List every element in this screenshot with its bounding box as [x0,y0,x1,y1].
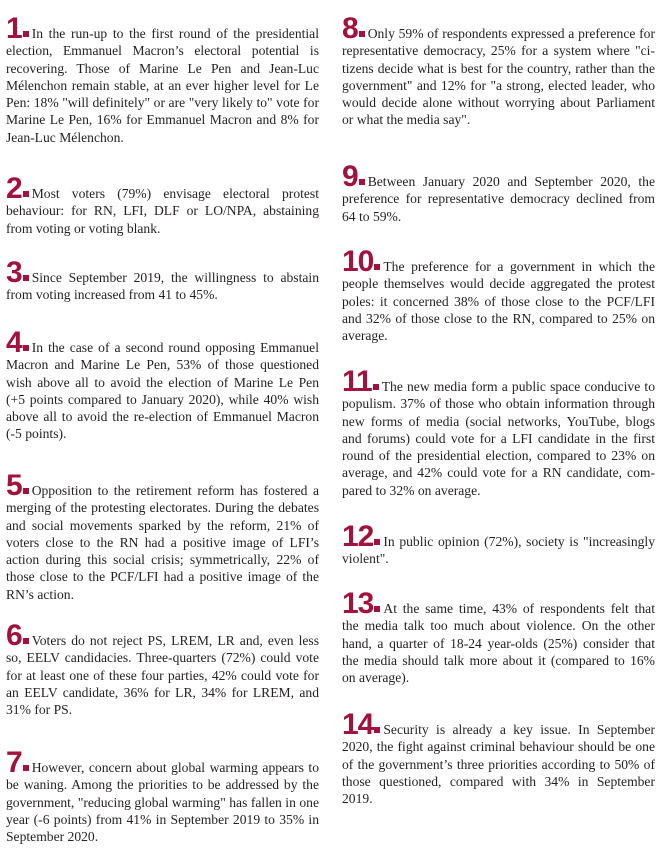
finding-text: Between January 2020 and September 2020, the preference for representative democracy declined from 64 to 59%. [342,174,655,224]
bullet-square-icon [374,606,380,612]
finding-item [342,708,655,807]
finding-text: The preference for a government in which the people themselves would decide aggregated the protest poles: it concerned 38% of those close to the PCF/LFI and 32% of those close to the RN, compared to 25% on average. [342,259,655,344]
finding-number: 6 [6,619,22,652]
finding-text: In the case of a second round opposing Emmanuel Macron and Marine Le Pen, 53% of those questioned wish above all to avoid the election of Marine Le Pen (+5 points compared to January 2020), while 40% wish above all to avoid the re-election of Emmanuel Macron (-5 points). [6,340,319,442]
finding-text: Most voters (79%) envisage electoral protest behaviour: for RN, LFI, DLF or LO/NPA, abstaining from voting or voting blank. [6,186,319,236]
finding-item [342,365,655,499]
bullet-square-icon [374,539,380,545]
finding-number: 3 [6,256,22,289]
finding-item [342,587,655,686]
bullet-square-icon [23,31,29,37]
finding-item [6,326,319,443]
finding-number: 2 [6,172,22,205]
bullet-square-icon [373,384,379,390]
finding-number: 10 [342,245,374,278]
finding-item [342,245,655,344]
finding-text: However, concern about global warming appears to be waning. Among the priorities to be addressed by the government, "reducing global warming" has fallen in one year (-6 points) from 41% in September 2019 to 35% in September 2020. [6,760,319,845]
finding-number: 4 [6,326,22,359]
bullet-square-icon [23,345,29,351]
bullet-square-icon [23,638,29,644]
finding-item [6,469,319,603]
bullet-square-icon [359,31,365,37]
finding-text: Voters do not reject PS, LREM, LR and, even less so, EELV candidacies. Three-quarters (72%) could vote for at least one of these four parties, 42% could vote for an EELV candidate, 36% for LR, 34% for LREM, and 31% for PS. [6,633,319,718]
finding-number: 13 [342,587,374,620]
finding-number: 1 [6,12,22,45]
finding-text: Security is already a key issue. In September 2020, the fight against criminal behaviour should be one of the government’s three priorities according to 50% of those questioned, compared with 34% in September 2019. [342,722,655,807]
finding-item [342,12,655,129]
finding-text: Only 59% of respondents expressed a preference for representative democracy, 25% for a system where "ci-tizens decide what is best for the country, rather than the government" and 12% for "a strong, elected leader, who would decide alone without worrying about Parliament or what the media say". [342,26,655,128]
bullet-square-icon [359,179,365,185]
finding-item [6,12,319,146]
bullet-square-icon [374,727,380,733]
bullet-square-icon [23,275,29,281]
finding-item [342,160,655,225]
finding-number: 5 [6,469,22,502]
finding-number: 12 [342,520,374,553]
finding-item [6,619,319,718]
finding-number: 9 [342,160,358,193]
finding-text: Opposition to the retirement reform has fostered a merging of the protesting electorates. During the debates and social movements sparked by the reform, 21% of voters close to the RN had a positive image of LFI’s action during this social crisis; symmetrically, 22% of those close to the PCF/LFI had a positive image of the RN’s action. [6,483,319,602]
finding-number: 8 [342,12,358,45]
finding-text: At the same time, 43% of respondents felt that the media talk too much about violence. On the other hand, a quarter of 18-24 year-olds (25%) consider that the media should talk more about it (compared to 16% on average). [342,601,655,686]
finding-text: Since September 2019, the willingness to abstain from voting increased from 41 to 45%. [6,270,319,303]
finding-text: The new media form a public space conducive to populism. 37% of those who obtain information through new forms of media (social networks, YouTube, blogs and forums) could vote for a LFI candidate in the first round of the presidential election, compared to 23% on average, and 42% could vote for a RN candidate, com-pared to 32% on average. [342,379,655,498]
finding-number: 11 [342,365,372,398]
bullet-square-icon [23,765,29,771]
finding-item [6,746,319,845]
finding-text: In public opinion (72%), society is "increasingly violent". [342,534,655,567]
bullet-square-icon [374,264,380,270]
finding-text: In the run-up to the first round of the presidential election, Emmanuel Macron’s electoral potential is recovering. Those of Marine Le Pen and Jean-Luc Mélenchon remain stable, at an ever higher level for Le Pen: 18% "will definitely" or are "very likely to" vote for Marine Le Pen, 16% for Emmanuel Macron and 8% for Jean-Luc Mélenchon. [6,26,319,145]
bullet-square-icon [23,488,29,494]
bullet-square-icon [23,191,29,197]
finding-item [342,520,655,568]
finding-number: 14 [342,708,374,741]
finding-item [6,256,319,304]
finding-number: 7 [6,746,22,779]
finding-item [6,172,319,237]
